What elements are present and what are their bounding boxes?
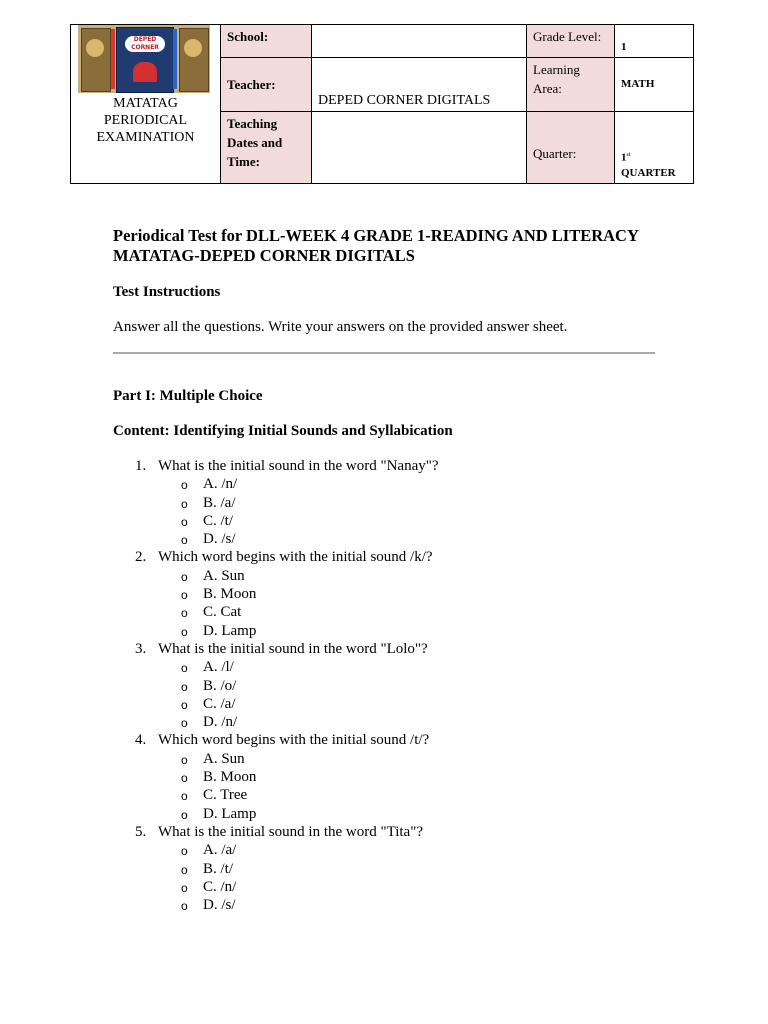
answer-option (158, 658, 658, 676)
document-title: Periodical Test for DLL-WEEK 4 GRADE 1-READING AND LITERACY MATATAG-DEPED CORNER DIGITALS (113, 226, 639, 265)
teacher-label: Teacher: (221, 58, 312, 112)
option-text: A. /a/ (203, 842, 237, 859)
option-text: B. Moon (203, 769, 257, 786)
question-item (113, 548, 658, 639)
test-content (113, 226, 658, 914)
option-bullet: o (181, 862, 188, 877)
question-text: What is the initial sound in the word "Tita"? (158, 823, 423, 840)
question-text: What is the initial sound in the word "Nanay"? (158, 458, 439, 474)
option-bullet: o (181, 679, 188, 694)
option-list (158, 567, 658, 640)
exam-title-line: PERIODICAL (103, 113, 188, 128)
option-bullet: o (181, 533, 188, 548)
option-bullet: o (181, 752, 188, 767)
question-item (113, 823, 658, 914)
teacher-value: DEPED CORNER DIGITALS (312, 58, 527, 112)
option-text: A. /l/ (203, 659, 234, 676)
option-bullet: o (181, 606, 188, 621)
option-text: C. /n/ (203, 878, 237, 895)
exam-header-table (70, 24, 694, 184)
answer-option (158, 896, 658, 914)
option-text: D. /s/ (203, 897, 236, 914)
answer-option (158, 786, 658, 804)
option-text: A. Sun (203, 567, 245, 584)
answer-option (158, 768, 658, 786)
answer-option (158, 585, 658, 603)
option-bullet: o (181, 807, 188, 822)
option-bullet: o (181, 514, 188, 529)
option-list (158, 841, 658, 914)
question-item (113, 731, 658, 822)
school-value (312, 25, 527, 58)
grade-level-label: Grade Level: (527, 25, 615, 58)
option-text: C. /t/ (203, 512, 234, 529)
question-number: 2. (135, 549, 147, 566)
answer-option (158, 603, 658, 621)
section-divider (113, 352, 655, 354)
option-bullet: o (181, 624, 188, 639)
option-text: A. /n/ (203, 476, 238, 493)
option-text: B. /o/ (203, 677, 237, 694)
answer-option (158, 677, 658, 695)
logo-title-cell (71, 25, 221, 184)
option-text: C. Tree (203, 787, 248, 804)
option-list (158, 750, 658, 823)
option-text: C. /a/ (203, 695, 236, 712)
answer-option (158, 567, 658, 585)
learning-area-value: MATH (615, 58, 694, 112)
quarter-word: QUARTER (621, 167, 676, 179)
option-text: A. Sun (203, 750, 245, 767)
grade-level-value: 1 (615, 25, 694, 58)
answer-option (158, 878, 658, 896)
teaching-dates-label: Teaching Dates and Time: (221, 112, 312, 184)
answer-option (158, 805, 658, 823)
answer-option (158, 750, 658, 768)
ornament-tile (81, 28, 111, 92)
option-bullet: o (181, 569, 188, 584)
answer-option (158, 494, 658, 512)
option-bullet: o (181, 844, 188, 859)
option-text: B. Moon (203, 586, 257, 603)
learning-area-label: Learning Area: (527, 58, 615, 112)
option-bullet: o (181, 789, 188, 804)
option-bullet: o (181, 697, 188, 712)
option-bullet: o (181, 899, 188, 914)
option-bullet: o (181, 716, 188, 731)
question-number: 1. (135, 458, 147, 474)
exam-title-line: EXAMINATION (96, 130, 195, 145)
option-list (158, 658, 658, 731)
question-text: What is the initial sound in the word "Lolo"? (158, 640, 428, 657)
question-item (113, 640, 658, 731)
part-heading: Part I: Multiple Choice (113, 388, 263, 404)
option-text: D. Lamp (203, 805, 257, 822)
quarter-suffix: st (626, 152, 631, 159)
exam-title (71, 95, 220, 146)
answer-option (158, 695, 658, 713)
answer-option (158, 475, 658, 493)
school-label: School: (221, 25, 312, 58)
option-text: D. /n/ (203, 714, 238, 731)
exam-title-line: MATATAG (113, 96, 178, 111)
question-text: Which word begins with the initial sound /k/? (158, 549, 433, 566)
option-bullet: o (181, 478, 188, 493)
quarter-value (615, 112, 694, 184)
heart-icon (133, 62, 157, 82)
teaching-dates-value (312, 112, 527, 184)
ornament-tile (179, 28, 209, 92)
answer-option (158, 860, 658, 878)
question-text: Which word begins with the initial sound /t/? (158, 732, 430, 749)
question-list (113, 457, 658, 914)
quarter-label: Quarter: (527, 112, 615, 184)
answer-option (158, 713, 658, 731)
option-text: D. Lamp (203, 622, 257, 639)
answer-option (158, 622, 658, 640)
instructions-text: Answer all the questions. Write your answers on the provided answer sheet. (113, 319, 568, 335)
question-number: 3. (135, 640, 147, 657)
ornament-bar (173, 29, 177, 89)
option-bullet: o (181, 880, 188, 895)
option-list (158, 475, 658, 548)
option-bullet: o (181, 661, 188, 676)
answer-option (158, 841, 658, 859)
content-heading: Content: Identifying Initial Sounds and Syllabication (113, 423, 453, 439)
option-text: B. /t/ (203, 860, 234, 877)
question-number: 4. (135, 732, 147, 749)
option-bullet: o (181, 771, 188, 786)
question-item (113, 457, 658, 548)
option-bullet: o (181, 496, 188, 511)
question-number: 5. (135, 823, 147, 840)
answer-option (158, 512, 658, 530)
deped-corner-logo (78, 25, 210, 93)
option-text: B. /a/ (203, 494, 236, 511)
ornament-bar (111, 29, 115, 89)
option-text: C. Cat (203, 604, 242, 621)
instructions-heading: Test Instructions (113, 284, 221, 300)
logo-text: DEPED CORNER (125, 36, 165, 52)
answer-option (158, 530, 658, 548)
logo-emblem (116, 27, 174, 93)
option-text: D. /s/ (203, 531, 236, 548)
quarter-number: 1 (621, 152, 627, 164)
option-bullet: o (181, 588, 188, 603)
